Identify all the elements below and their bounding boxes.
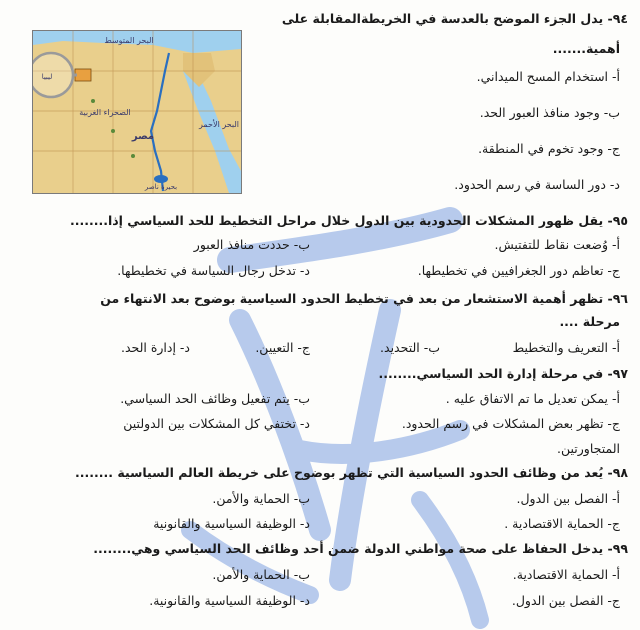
q98-option-d[interactable]: د- الوظيفة السياسية والقانونية xyxy=(153,516,310,531)
map-label-red-sea: البحر الأحمر xyxy=(199,120,239,129)
q97-line1: ٩٧- في مرحلة إدارة الحد السياسي........ xyxy=(378,366,628,381)
q96-option-a[interactable]: أ- التعريف والتخطيط xyxy=(512,340,620,355)
q97-option-c[interactable]: ج- تظهر بعض المشكلات في رسم الحدود. xyxy=(401,416,620,431)
q98-option-a[interactable]: أ- الفصل بين الدول. xyxy=(516,491,620,506)
egypt-map xyxy=(32,30,242,194)
q95-line1: ٩٥- يقل ظهور المشكلات الحدودية بين الدول خلال مراحل التخطيط للحد السياسي إذا........ xyxy=(69,213,628,228)
q94-option-a[interactable]: أ- استخدام المسح الميداني. xyxy=(476,69,620,84)
q97-option-d-line2: المتجاورتين. xyxy=(557,441,620,456)
map-label-lake: بحيرة ناصر xyxy=(144,183,178,191)
q94-option-d[interactable]: د- دور الساسة في رسم الحدود. xyxy=(454,177,620,192)
q96-option-b[interactable]: ب- التحديد. xyxy=(380,340,440,355)
map-label-desert: الصحراء الغربية xyxy=(79,108,131,117)
q99-line1: ٩٩- يدخل الحفاظ على صحة مواطني الدولة ضمن أحد وظائف الحد السياسي وهي........ xyxy=(93,541,628,556)
q95-option-a[interactable]: أ- وُضعت نقاط للتفتيش. xyxy=(494,237,620,252)
map-graphic xyxy=(33,31,241,193)
q94-option-c[interactable]: ج- وجود تخوم في المنطقة. xyxy=(478,141,620,156)
q98-option-b[interactable]: ب- الحماية والأمن. xyxy=(212,491,310,506)
nile-river xyxy=(151,53,169,191)
q99-option-d[interactable]: د- الوظيفة السياسية والقانونية. xyxy=(149,593,310,608)
red-sea xyxy=(183,67,241,193)
q96-option-d[interactable]: د- إدارة الحد. xyxy=(120,340,190,355)
q99-option-c[interactable]: ج- الفصل بين الدول. xyxy=(511,593,620,608)
lens-circle xyxy=(33,53,73,97)
q94-line1: ٩٤- يدل الجزء الموضح بالعدسة في الخريطةالمقابلة على xyxy=(281,11,628,26)
map-label-country: مصر xyxy=(131,131,155,142)
q99-option-b[interactable]: ب- الحماية والأمن. xyxy=(212,567,310,582)
q97-option-a[interactable]: أ- يمكن تعديل ما تم الاتفاق عليه . xyxy=(445,391,620,406)
q99-option-a[interactable]: أ- الحماية الاقتصادية. xyxy=(512,567,620,582)
q97-option-b[interactable]: ب- يتم تفعيل وظائف الحد السياسي. xyxy=(120,391,310,406)
q95-option-c[interactable]: ج- تعاظم دور الجغرافيين في تخطيطها. xyxy=(417,263,620,278)
q96-option-c[interactable]: ج- التعيين. xyxy=(255,340,310,355)
q96-line2: مرحلة .... xyxy=(559,314,620,329)
q97-option-d-line1[interactable]: د- تختفي كل المشكلات بين الدولتين xyxy=(123,416,310,431)
q96-line1: ٩٦- تظهر أهمية الاستشعار من بعد في تخطيط الحدود السياسية بوضوح بعد الانتهاء من xyxy=(100,291,628,306)
lake-nasser xyxy=(154,175,168,183)
map-label-edge: ليبيا xyxy=(41,73,53,81)
q94-option-b[interactable]: ب- وجود منافذ العبور الحد. xyxy=(479,105,620,120)
q94-line2: أهمية....... xyxy=(552,41,620,56)
map-label-sea: البحر المتوسط xyxy=(104,36,154,45)
highlighted-border-area xyxy=(75,69,91,81)
q98-line1: ٩٨- يُعد من وظائف الحدود السياسية التي تظهر بوضوح على خريطة العالم السياسية ........ xyxy=(75,465,628,480)
q95-option-b[interactable]: ب- حددت منافذ العبور xyxy=(193,237,310,252)
q98-option-c[interactable]: ج- الحماية الاقتصادية . xyxy=(504,516,620,531)
q95-option-d[interactable]: د- تدخل رجال السياسة في تخطيطها. xyxy=(117,263,310,278)
